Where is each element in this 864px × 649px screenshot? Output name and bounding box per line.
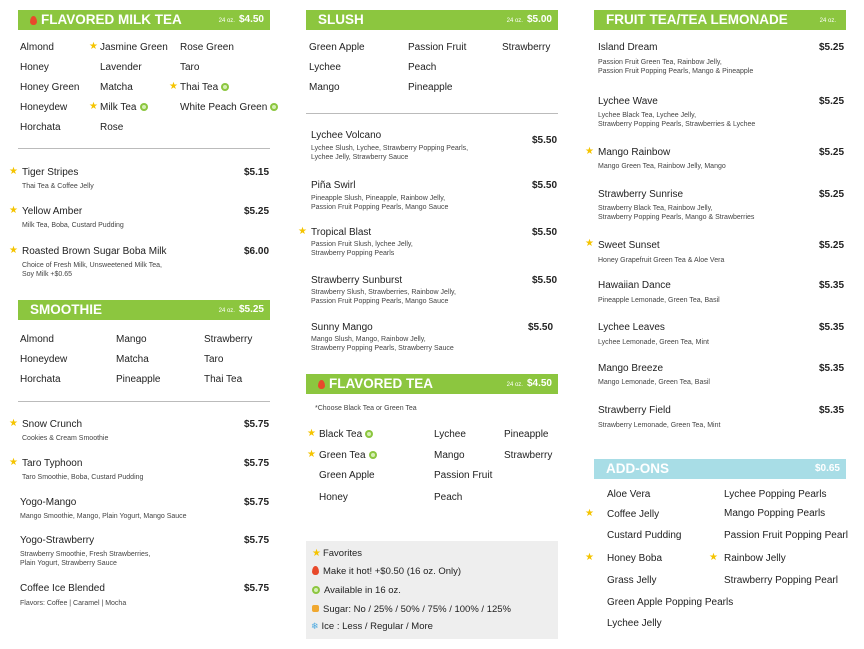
- star-icon: ★: [89, 41, 98, 52]
- menu-item-desc: Strawberry Slush, Strawberries, Rainbow Jelly,: [311, 289, 456, 296]
- menu-item-price: $5.25: [244, 206, 270, 217]
- menu-item-name: Sweet Sunset: [598, 240, 660, 251]
- flavor-item: Honeydew: [20, 354, 68, 365]
- menu-item-price: $5.50: [532, 227, 558, 238]
- flavor-item: Pineapple: [116, 374, 161, 385]
- menu-item-name: Coffee Ice Blended: [20, 583, 105, 594]
- menu-item-price: $5.25: [819, 96, 845, 107]
- size-label: 24 oz.: [506, 18, 523, 24]
- section-price: $0.65: [814, 463, 840, 474]
- menu-item-name: Lychee Wave: [598, 96, 658, 107]
- flavor-item: Strawberry: [504, 450, 553, 461]
- menu-item-price: $5.25: [819, 42, 845, 53]
- smoothie-header: [18, 300, 270, 320]
- addon-item: Passion Fruit Popping Pearl: [724, 530, 848, 541]
- size-label: 24 oz.: [218, 308, 235, 314]
- flavor-item: Green Apple: [309, 42, 365, 53]
- menu-item-price: $5.35: [819, 405, 845, 416]
- legend-favorites: [312, 548, 362, 559]
- addon-item: Mango Popping Pearls: [724, 508, 826, 519]
- menu-item-name: Strawberry Field: [598, 405, 671, 416]
- menu-item-desc: Pineapple Slush, Pineapple, Rainbow Jelly,: [311, 195, 446, 202]
- flavor-item: Peach: [408, 62, 437, 73]
- star-icon: ★: [307, 428, 316, 439]
- legend-label: Available in 16 oz.: [324, 585, 401, 596]
- flavor-item: Jasmine Green: [100, 42, 168, 53]
- addon-item: Rainbow Jelly: [724, 553, 786, 564]
- flavor-item: Almond: [20, 334, 54, 345]
- menu-item-desc: Passion Fruit Popping Pearls, Mango Sauce: [311, 298, 449, 305]
- flavor-label: Milk Tea: [100, 102, 137, 113]
- flavor-item: Passion Fruit: [434, 470, 493, 481]
- menu-item-desc: Lychee Lemonade, Green Tea, Mint: [598, 339, 709, 346]
- menu-item-desc: Passion Fruit Popping Pearls, Mango & Pineapple: [598, 68, 754, 75]
- menu-item-name: Yogo-Strawberry: [20, 535, 95, 546]
- flavor-item: Honey: [319, 492, 348, 503]
- flavor-item: Mango: [309, 82, 340, 93]
- menu-item-desc: Mango Smoothie, Mango, Plain Yogurt, Mango Sauce: [20, 513, 187, 520]
- section-price: $4.50: [238, 14, 264, 25]
- menu-item-desc: Strawberry Lemonade, Green Tea, Mint: [598, 422, 721, 429]
- menu-item-name: Sunny Mango: [311, 322, 373, 333]
- flavor-label: Green Tea: [319, 450, 366, 461]
- flavor-item: Lavender: [100, 62, 142, 73]
- menu-item-price: $5.50: [532, 275, 558, 286]
- flame-icon: [30, 16, 37, 25]
- addon-item: Grass Jelly: [607, 575, 657, 586]
- star-icon: ★: [298, 226, 307, 237]
- available-16oz-icon: [369, 451, 377, 459]
- flavor-item: Honey: [20, 62, 49, 73]
- section-title: FLAVORED MILK TEA: [41, 12, 182, 27]
- menu-item-desc: Mango Lemonade, Green Tea, Basil: [598, 379, 710, 386]
- menu-item-name: Mango Rainbow: [598, 147, 671, 158]
- menu-item-name: Lychee Volcano: [311, 130, 382, 141]
- star-icon: ★: [169, 81, 178, 92]
- menu-item-desc: Strawberry Popping Pearls, Mango & Strawberries: [598, 214, 755, 221]
- flavor-item: Almond: [20, 42, 54, 53]
- menu-item-name: Yellow Amber: [22, 206, 83, 217]
- star-icon: ★: [585, 508, 594, 519]
- menu-item-name: Lychee Leaves: [598, 322, 665, 333]
- flavor-item: Rose: [100, 122, 124, 133]
- star-icon: ★: [585, 146, 594, 157]
- menu-item-name: Strawberry Sunrise: [598, 189, 684, 200]
- addons-header: [594, 459, 846, 479]
- flavor-item: Passion Fruit: [408, 42, 467, 53]
- menu-item-desc: Soy Milk +$0.65: [22, 271, 72, 278]
- size-label: 24 oz.: [506, 382, 523, 388]
- menu-item-price: $5.50: [532, 180, 558, 191]
- menu-item-price: $5.35: [819, 280, 845, 291]
- addon-item: Custard Pudding: [607, 530, 682, 541]
- menu-item-desc: Passion Fruit Popping Pearls, Mango Sauce: [311, 204, 449, 211]
- menu-item-desc: Taro Smoothie, Boba, Custard Pudding: [22, 474, 144, 481]
- menu-item-name: Snow Crunch: [22, 419, 83, 430]
- flavor-item: Taro: [204, 354, 224, 365]
- menu-item-desc: Cookies & Cream Smoothie: [22, 435, 109, 442]
- flavor-item: Mango: [434, 450, 465, 461]
- menu-item-desc: Strawberry Black Tea, Rainbow Jelly,: [598, 205, 713, 212]
- section-title: FLAVORED TEA: [329, 376, 433, 391]
- menu-item-price: $5.35: [819, 363, 845, 374]
- menu-item-price: $5.75: [244, 535, 270, 546]
- star-icon: ★: [709, 552, 718, 563]
- menu-item-name: Island Dream: [598, 42, 658, 53]
- menu-item-desc: Lychee Black Tea, Lychee Jelly,: [598, 112, 697, 119]
- section-divider: [18, 148, 270, 149]
- sugar-cube-icon: [312, 605, 319, 612]
- flavor-item: Peach: [434, 492, 463, 503]
- flavor-item: Strawberry: [502, 42, 551, 53]
- section-divider: [18, 401, 270, 402]
- menu-item-name: Yogo-Mango: [20, 497, 77, 508]
- legend-sugar: [312, 604, 511, 615]
- flavor-item: [319, 429, 373, 440]
- flavor-item: [100, 102, 148, 113]
- menu-item-price: $5.25: [819, 240, 845, 251]
- flavor-item: [180, 102, 278, 113]
- tea-choice-note: *Choose Black Tea or Green Tea: [315, 405, 417, 412]
- section-title: ADD-ONS: [606, 461, 669, 476]
- flavor-label: Black Tea: [319, 429, 363, 440]
- star-icon: ★: [89, 101, 98, 112]
- addon-item: Coffee Jelly: [607, 509, 660, 520]
- flavored-milk-tea-header: [18, 10, 270, 30]
- menu-item-desc: Passion Fruit Slush, lychee Jelly,: [311, 241, 413, 248]
- flavor-item: Pineapple: [408, 82, 453, 93]
- menu-item-name: Roasted Brown Sugar Boba Milk: [22, 246, 167, 257]
- menu-item-price: $5.25: [819, 147, 845, 158]
- section-price: $5.25: [238, 304, 264, 315]
- size-label: 24 oz.: [819, 18, 836, 24]
- menu-item-name: Mango Breeze: [598, 363, 664, 374]
- menu-item-desc: Honey Grapefruit Green Tea & Aloe Vera: [598, 257, 725, 264]
- menu-item-price: $5.75: [244, 458, 270, 469]
- flavor-item: Honeydew: [20, 102, 68, 113]
- menu-item-desc: Strawberry Popping Pearls, Strawberry Sauce: [311, 345, 454, 352]
- menu-item-desc: Passion Fruit Green Tea, Rainbow Jelly,: [598, 59, 722, 66]
- legend-available: [309, 585, 401, 596]
- star-icon: ★: [9, 205, 18, 216]
- flavor-item: Matcha: [100, 82, 133, 93]
- flame-icon: [318, 380, 325, 389]
- menu-item-desc: Plain Yogurt, Strawberry Sauce: [20, 560, 117, 567]
- menu-item-desc: Lychee Jelly, Strawberry Sauce: [311, 154, 409, 161]
- star-icon: ★: [585, 552, 594, 563]
- menu-item-desc: Strawberry Popping Pearls, Strawberries & Lychee: [598, 121, 756, 128]
- flavor-item: Lychee: [309, 62, 341, 73]
- menu-item-price: $5.15: [244, 167, 270, 178]
- star-icon: ★: [312, 548, 321, 559]
- addon-item: Lychee Popping Pearls: [724, 489, 827, 500]
- section-price: $5.00: [526, 14, 552, 25]
- flavor-item: [180, 82, 229, 93]
- available-16oz-icon: [312, 586, 320, 594]
- legend-hot: [312, 566, 461, 577]
- flavor-item: Strawberry: [204, 334, 253, 345]
- menu-item-price: $5.75: [244, 419, 270, 430]
- legend-label: Make it hot! +$0.50 (16 oz. Only): [323, 566, 462, 577]
- menu-item-desc: Mango Green Tea, Rainbow Jelly, Mango: [598, 163, 726, 170]
- star-icon: ★: [9, 166, 18, 177]
- star-icon: ★: [9, 457, 18, 468]
- available-16oz-icon: [140, 103, 148, 111]
- menu-item-desc: Strawberry Popping Pearls: [311, 250, 395, 257]
- addon-item: Green Apple Popping Pearls: [607, 597, 734, 608]
- slush-header: [306, 10, 558, 30]
- section-price: $4.50: [526, 378, 552, 389]
- flame-icon: [312, 566, 319, 575]
- menu-item-price: $6.00: [244, 246, 270, 257]
- section-title: SLUSH: [318, 12, 364, 27]
- addon-item: Aloe Vera: [607, 489, 651, 500]
- addon-item: Lychee Jelly: [607, 618, 662, 629]
- flavor-item: Rose Green: [180, 42, 234, 53]
- menu-item-name: Tiger Stripes: [22, 167, 79, 178]
- fruit-tea-header: [594, 10, 846, 30]
- menu-item-name: Tropical Blast: [311, 227, 372, 238]
- flavor-item: Matcha: [116, 354, 149, 365]
- flavor-item: Honey Green: [20, 82, 80, 93]
- menu-item-desc: Strawberry Smoothie, Fresh Strawberries,: [20, 551, 151, 558]
- star-icon: ★: [9, 245, 18, 256]
- flavor-item: [319, 450, 377, 461]
- flavor-label: Thai Tea: [180, 82, 219, 93]
- legend-label: Sugar: No / 25% / 50% / 75% / 100% / 125%: [323, 604, 512, 615]
- legend-label: Ice : Less / Regular / More: [321, 621, 433, 632]
- menu-item-desc: Lychee Slush, Lychee, Strawberry Popping Pearls,: [311, 145, 469, 152]
- available-16oz-icon: [365, 430, 373, 438]
- flavor-item: Horchata: [20, 374, 61, 385]
- flavor-item: Lychee: [434, 429, 466, 440]
- section-divider: [306, 113, 558, 114]
- menu-item-price: $5.25: [819, 189, 845, 200]
- menu-item-price: $5.35: [819, 322, 845, 333]
- flavored-tea-header: [306, 374, 558, 394]
- snowflake-icon: ❄: [311, 621, 319, 631]
- star-icon: ★: [9, 418, 18, 429]
- menu-item-name: Piña Swirl: [311, 180, 356, 191]
- star-icon: ★: [307, 449, 316, 460]
- flavor-item: Pineapple: [504, 429, 549, 440]
- menu-item-desc: Mango Slush, Mango, Rainbow Jelly,: [311, 336, 426, 343]
- section-title: SMOOTHIE: [30, 302, 103, 317]
- section-title: FRUIT TEA/TEA LEMONADE: [606, 12, 788, 27]
- menu-item-name: Taro Typhoon: [22, 458, 83, 469]
- available-16oz-icon: [221, 83, 229, 91]
- menu-item-name: Hawaiian Dance: [598, 280, 671, 291]
- star-icon: ★: [585, 238, 594, 249]
- menu-item-desc: Flavors: Coffee | Caramel | Mocha: [20, 600, 127, 607]
- flavor-item: Taro: [180, 62, 200, 73]
- menu-item-desc: Pineapple Lemonade, Green Tea, Basil: [598, 297, 720, 304]
- menu-item-desc: Thai Tea & Coffee Jelly: [22, 183, 94, 190]
- legend-ice: [311, 621, 433, 632]
- flavor-item: Horchata: [20, 122, 61, 133]
- addon-item: Strawberry Popping Pearl: [724, 575, 838, 586]
- flavor-item: Mango: [116, 334, 147, 345]
- addon-item: Honey Boba: [607, 553, 663, 564]
- menu-item-desc: Milk Tea, Boba, Custard Pudding: [22, 222, 124, 229]
- size-label: 24 oz.: [218, 18, 235, 24]
- flavor-item: Thai Tea: [204, 374, 243, 385]
- available-16oz-icon: [270, 103, 278, 111]
- menu-item-name: Strawberry Sunburst: [311, 275, 403, 286]
- menu-item-price: $5.75: [244, 583, 270, 594]
- menu-item-price: $5.75: [244, 497, 270, 508]
- flavor-label: White Peach Green: [180, 102, 268, 113]
- menu-item-price: $5.50: [528, 322, 554, 333]
- flavor-item: Green Apple: [319, 470, 375, 481]
- legend-label: Favorites: [322, 548, 363, 559]
- menu-item-price: $5.50: [532, 135, 558, 146]
- menu-item-desc: Choice of Fresh Milk, Unsweetened Milk Tea,: [22, 262, 162, 269]
